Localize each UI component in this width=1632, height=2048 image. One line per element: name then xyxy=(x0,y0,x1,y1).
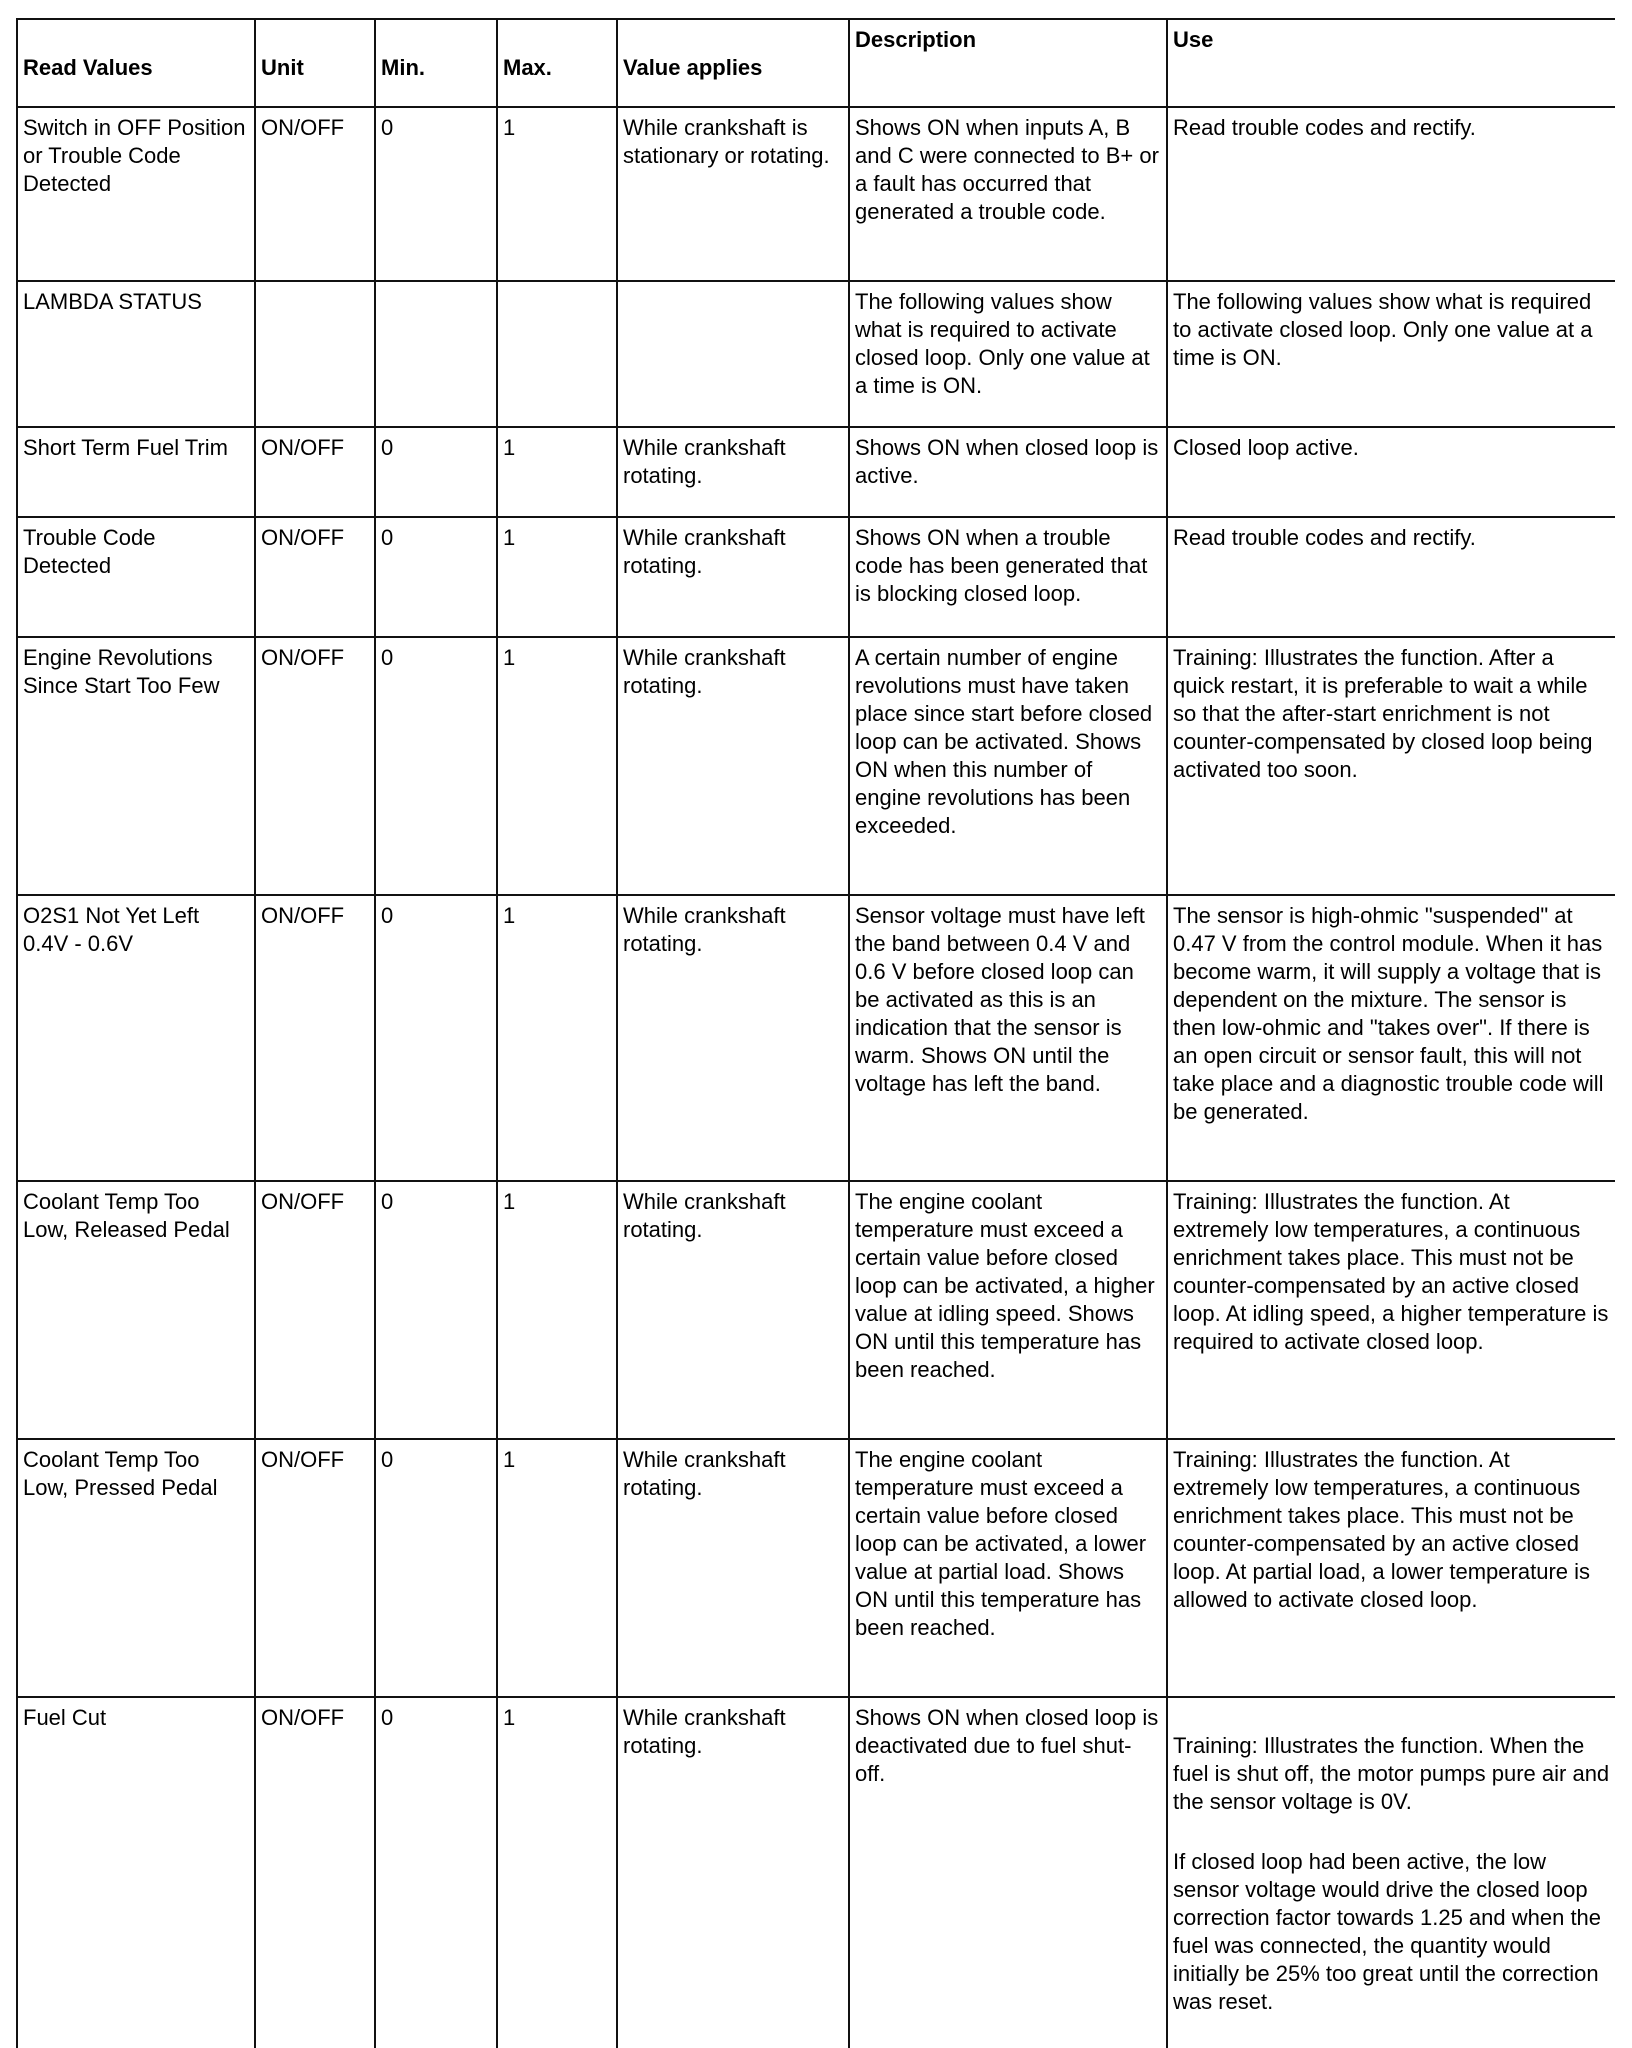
min-cell: 0 xyxy=(375,895,497,1181)
read-value-cell: O2S1 Not Yet Left 0.4V - 0.6V xyxy=(17,895,255,1181)
read-value-cell: Switch in OFF Position or Trouble Code Detected xyxy=(17,107,255,281)
description-cell: The engine coolant temperature must exceed a certain value before closed loop can be activated, a higher value at idling speed. Shows ON until this temperature has been reached. xyxy=(849,1181,1167,1439)
use-text: The following values show what is required to activate closed loop. Only one value at a time is ON. xyxy=(1173,289,1593,370)
max-cell: 1 xyxy=(497,895,617,1181)
header-max: Max. xyxy=(497,19,617,107)
use-cell xyxy=(1167,637,1615,895)
max-cell: 1 xyxy=(497,637,617,895)
min-cell: 0 xyxy=(375,517,497,637)
use-cell xyxy=(1167,1181,1615,1439)
use-text: Read trouble codes and rectify. xyxy=(1173,525,1476,550)
header-use: Use xyxy=(1167,19,1615,107)
min-cell: 0 xyxy=(375,1697,497,2048)
unit-cell: ON/OFF xyxy=(255,427,375,517)
use-text: Read trouble codes and rectify. xyxy=(1173,115,1476,140)
max-cell: 1 xyxy=(497,107,617,281)
table-row xyxy=(17,107,1615,281)
table-row xyxy=(17,1181,1615,1439)
use-cell xyxy=(1167,107,1615,281)
table-row xyxy=(17,1439,1615,1697)
applies-cell: While crankshaft rotating. xyxy=(617,1697,849,2048)
applies-cell: While crankshaft rotating. xyxy=(617,427,849,517)
min-cell: 0 xyxy=(375,637,497,895)
table-row xyxy=(17,895,1615,1181)
table-row xyxy=(17,427,1615,517)
applies-cell: While crankshaft rotating. xyxy=(617,895,849,1181)
description-cell: Shows ON when closed loop is active. xyxy=(849,427,1167,517)
min-cell: 0 xyxy=(375,427,497,517)
use-cell xyxy=(1167,1697,1615,2048)
read-value-cell: Short Term Fuel Trim xyxy=(17,427,255,517)
max-cell: 1 xyxy=(497,427,617,517)
use-text: Training: Illustrates the function. At extremely low temperatures, a continuous enrichment takes place. This must not be counter-compensated by an active closed loop. At partial load, a lower temperature is allowed to activate closed loop. xyxy=(1173,1447,1591,1612)
unit-cell: ON/OFF xyxy=(255,107,375,281)
applies-cell: While crankshaft rotating. xyxy=(617,517,849,637)
applies-cell: While crankshaft is stationary or rotating. xyxy=(617,107,849,281)
unit-cell: ON/OFF xyxy=(255,1439,375,1697)
max-cell xyxy=(497,281,617,427)
unit-cell xyxy=(255,281,375,427)
unit-cell: ON/OFF xyxy=(255,1697,375,2048)
unit-cell: ON/OFF xyxy=(255,637,375,895)
description-cell: Sensor voltage must have left the band between 0.4 V and 0.6 V before closed loop can be activated as this is an indication that the sensor is warm. Shows ON until the voltage has left the band. xyxy=(849,895,1167,1181)
table-row xyxy=(17,517,1615,637)
max-cell: 1 xyxy=(497,1439,617,1697)
read-value-cell: Coolant Temp Too Low, Released Pedal xyxy=(17,1181,255,1439)
use-cell xyxy=(1167,427,1615,517)
applies-cell: While crankshaft rotating. xyxy=(617,1439,849,1697)
header-read-values: Read Values xyxy=(17,19,255,107)
max-cell: 1 xyxy=(497,1181,617,1439)
description-cell: Shows ON when a trouble code has been generated that is blocking closed loop. xyxy=(849,517,1167,637)
min-cell: 0 xyxy=(375,107,497,281)
applies-cell: While crankshaft rotating. xyxy=(617,1181,849,1439)
description-cell: Shows ON when inputs A, B and C were connected to B+ or a fault has occurred that generated a trouble code. xyxy=(849,107,1167,281)
read-value-cell: Engine Revolutions Since Start Too Few xyxy=(17,637,255,895)
min-cell: 0 xyxy=(375,1181,497,1439)
header-min: Min. xyxy=(375,19,497,107)
use-text: Training: Illustrates the function. At extremely low temperatures, a continuous enrichment takes place. This must not be counter-compensated by an active closed loop. At idling speed, a higher temperature is required to activate closed loop. xyxy=(1173,1189,1609,1354)
use-cell xyxy=(1167,517,1615,637)
table-row xyxy=(17,1697,1615,2048)
description-cell: The following values show what is required to activate closed loop. Only one value at a time is ON. xyxy=(849,281,1167,427)
use-text: Training: Illustrates the function. When the fuel is shut off, the motor pumps pure air and the sensor voltage is 0V. xyxy=(1173,1733,1610,1814)
use-text: Closed loop active. xyxy=(1173,435,1359,460)
table-row xyxy=(17,637,1615,895)
description-cell: Shows ON when closed loop is deactivated due to fuel shut-off. xyxy=(849,1697,1167,2048)
read-value-cell: Trouble Code Detected xyxy=(17,517,255,637)
description-cell: The engine coolant temperature must exceed a certain value before closed loop can be activated, a lower value at partial load. Shows ON until this temperature has been reached. xyxy=(849,1439,1167,1697)
read-value-cell: Coolant Temp Too Low, Pressed Pedal xyxy=(17,1439,255,1697)
read-value-cell: Fuel Cut xyxy=(17,1697,255,2048)
use-cell xyxy=(1167,281,1615,427)
use-cell xyxy=(1167,1439,1615,1697)
description-cell: A certain number of engine revolutions must have taken place since start before closed loop can be activated. Shows ON when this number of engine revolutions has been exceeded. xyxy=(849,637,1167,895)
read-value-cell: LAMBDA STATUS xyxy=(17,281,255,427)
unit-cell: ON/OFF xyxy=(255,517,375,637)
read-values-table xyxy=(16,18,1615,2048)
header-unit: Unit xyxy=(255,19,375,107)
applies-cell: While crankshaft rotating. xyxy=(617,637,849,895)
unit-cell: ON/OFF xyxy=(255,895,375,1181)
unit-cell: ON/OFF xyxy=(255,1181,375,1439)
table-row xyxy=(17,281,1615,427)
applies-cell xyxy=(617,281,849,427)
use-cell xyxy=(1167,895,1615,1181)
min-cell xyxy=(375,281,497,427)
use-text-extra: If closed loop had been active, the low sensor voltage would drive the closed loop correction factor towards 1.25 and when the fuel was connected, the quantity would initially be 25% too great until the correction was reset. xyxy=(1173,1849,1602,2014)
max-cell: 1 xyxy=(497,517,617,637)
min-cell: 0 xyxy=(375,1439,497,1697)
header-value-applies: Value applies xyxy=(617,19,849,107)
max-cell: 1 xyxy=(497,1697,617,2048)
use-text: The sensor is high-ohmic "suspended" at 0.47 V from the control module. When it has become warm, it will supply a voltage that is dependent on the mixture. The sensor is then low-ohmic and "takes over". If there is an open circuit or sensor fault, this will not take place and a diagnostic trouble code will be generated. xyxy=(1173,903,1604,1124)
header-description: Description xyxy=(849,19,1167,107)
use-text: Training: Illustrates the function. After a quick restart, it is preferable to wait a while so that the after-start enrichment is not counter-compensated by closed loop being activated too soon. xyxy=(1173,645,1593,782)
header-row xyxy=(17,19,1615,107)
